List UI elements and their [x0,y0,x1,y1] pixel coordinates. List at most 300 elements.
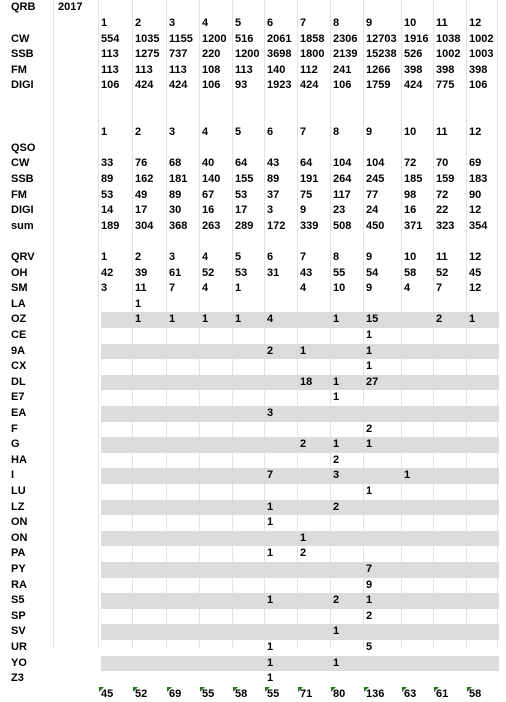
data-cell[interactable]: 11 [436,251,448,263]
data-cell[interactable]: 76 [135,157,148,170]
data-cell[interactable]: 8 [333,126,340,139]
data-cell[interactable]: 1 [333,438,340,451]
row-label[interactable]: UR [11,641,27,653]
sheet-header-row [0,0,506,16]
data-cell[interactable]: 113 [135,63,153,76]
data-cell[interactable]: 7 [300,251,307,263]
data-cell[interactable]: 1 [404,469,411,482]
sheet-row [0,406,506,422]
formula-flag-icon [265,687,270,692]
sheet-row [0,78,506,94]
data-cell[interactable]: 61 [169,266,182,279]
data-cell[interactable]: 12 [469,282,482,295]
data-cell[interactable]: 2 [366,609,373,622]
data-cell[interactable]: 45 [101,687,114,700]
row-label[interactable]: S5 [11,594,25,607]
row-label[interactable]: ON [11,531,28,544]
data-cell[interactable]: 1 [366,360,373,373]
data-cell[interactable]: 12 [469,126,482,139]
data-cell[interactable]: 1 [366,344,373,357]
data-cell[interactable]: 117 [333,188,351,201]
data-cell[interactable]: 42 [101,266,114,279]
data-cell[interactable]: 1 [267,656,274,669]
data-cell[interactable]: 775 [436,79,455,92]
data-cell[interactable]: 339 [300,219,319,232]
data-cell[interactable]: 30 [169,204,182,217]
data-cell[interactable]: 9 [366,578,373,591]
data-cell[interactable]: 245 [366,173,385,185]
data-cell[interactable]: 1 [267,641,274,653]
data-cell[interactable]: 1 [333,656,340,669]
data-cell[interactable]: 11 [436,126,448,139]
data-cell[interactable]: 7 [169,282,176,295]
data-cell[interactable]: 450 [366,219,385,232]
data-cell[interactable]: 263 [202,219,221,232]
data-cell[interactable]: 64 [300,157,313,170]
data-cell[interactable]: 104 [333,157,352,170]
row-label[interactable]: sum [11,219,34,232]
row-label[interactable]: SSB [11,173,34,185]
sheet-row [0,63,506,79]
data-cell[interactable]: 11 [436,17,448,29]
row-label[interactable]: SV [11,625,26,638]
header-year[interactable]: 2017 [58,1,83,13]
row-label[interactable]: PY [11,563,26,575]
row-label[interactable]: DIGI [11,79,34,92]
sheet-row [0,281,506,297]
data-cell[interactable]: 17 [235,204,248,217]
data-cell[interactable]: 508 [333,219,352,232]
data-cell[interactable]: 24 [366,204,379,217]
data-cell[interactable]: 1 [267,516,274,529]
data-cell[interactable]: 1923 [267,79,292,92]
data-cell[interactable]: 2 [436,313,443,326]
data-cell[interactable]: 1 [202,313,209,326]
data-cell[interactable]: 16 [404,204,417,217]
data-cell[interactable]: 9 [366,126,373,139]
row-label[interactable]: SP [11,609,26,622]
data-cell[interactable]: 4 [267,313,274,326]
data-cell[interactable]: 2 [135,126,142,139]
data-cell[interactable]: 15 [366,313,379,326]
data-cell[interactable]: 53 [101,188,114,201]
data-cell[interactable]: 183 [469,173,488,185]
data-cell[interactable]: 5 [235,251,242,263]
data-cell[interactable]: 11 [135,282,147,295]
data-cell[interactable]: 8 [333,251,340,263]
data-cell[interactable]: 10 [333,282,346,295]
data-cell[interactable]: 1002 [436,48,461,61]
data-cell[interactable]: 40 [202,157,215,170]
data-cell[interactable]: 526 [404,48,423,61]
data-cell[interactable]: 1200 [202,32,227,45]
data-cell[interactable]: 1 [333,313,340,326]
data-cell[interactable]: 2 [300,438,307,451]
row-label[interactable]: 9A [11,344,26,357]
data-cell[interactable]: 3 [267,204,274,217]
data-cell[interactable]: 398 [404,63,423,76]
header-label[interactable]: QRB [11,1,36,13]
data-cell[interactable]: 53 [235,266,248,279]
formula-flag-icon [402,687,407,692]
data-cell[interactable]: 52 [436,266,449,279]
data-cell[interactable]: 2 [300,547,307,560]
data-cell[interactable]: 4 [300,282,307,295]
data-cell[interactable]: 1 [366,485,373,497]
row-label[interactable]: Z3 [11,672,24,685]
data-cell[interactable]: 10 [404,126,417,139]
data-cell[interactable]: 106 [202,79,221,92]
data-cell[interactable]: 90 [469,188,482,201]
sheet-row [0,468,506,484]
sheet-row [0,484,506,500]
data-cell[interactable]: 2 [366,422,373,435]
data-cell[interactable]: 424 [404,79,423,92]
data-cell[interactable]: 75 [300,188,313,201]
formula-flag-icon [200,687,205,692]
data-cell[interactable]: 1 [267,672,274,685]
formula-flag-icon [364,687,369,692]
data-cell[interactable]: 7 [436,282,443,295]
data-cell[interactable]: 136 [366,687,385,700]
data-cell[interactable]: 424 [300,79,319,92]
data-cell[interactable]: 398 [436,63,455,76]
data-cell[interactable]: 77 [366,188,379,201]
row-label[interactable]: DL [11,375,26,388]
data-cell[interactable]: 1 [366,329,373,341]
data-cell[interactable]: 15238 [366,48,397,61]
row-highlight-band [101,562,499,578]
data-cell[interactable]: 289 [235,219,254,232]
sheet-row [0,32,506,48]
data-cell[interactable]: 68 [169,157,182,170]
data-cell[interactable]: 2 [267,344,274,357]
sheet-row [0,375,506,391]
data-cell[interactable]: 1 [333,625,340,638]
data-cell[interactable]: 55 [202,687,215,700]
data-cell[interactable]: 3698 [267,48,292,61]
formula-flag-icon [99,687,104,692]
data-cell[interactable]: 12703 [366,32,397,45]
data-cell[interactable]: 1 [135,297,142,310]
data-cell[interactable]: 368 [169,219,188,232]
data-cell[interactable]: 106 [469,79,488,92]
data-cell[interactable]: 162 [135,173,154,185]
data-cell[interactable]: 1 [267,500,274,513]
data-cell[interactable]: 1 [235,282,242,295]
data-cell[interactable]: 7 [267,469,274,482]
data-cell[interactable]: 398 [469,63,488,76]
data-cell[interactable]: 4 [202,282,209,295]
data-cell[interactable]: 113 [101,63,119,76]
data-cell[interactable]: 140 [202,173,221,185]
row-label[interactable]: YO [11,656,27,669]
data-cell[interactable]: 1 [469,313,476,326]
data-cell[interactable]: 4 [404,282,411,295]
data-cell[interactable]: 371 [404,219,423,232]
row-label[interactable]: LZ [11,500,25,513]
data-cell[interactable]: 516 [235,32,254,45]
data-cell[interactable]: 2 [135,17,142,29]
sheet-row [0,453,506,469]
data-cell[interactable]: 5 [235,126,242,139]
data-cell[interactable]: 185 [404,173,423,185]
data-cell[interactable]: 70 [436,157,449,170]
data-cell[interactable]: 27 [366,375,379,388]
data-cell[interactable]: 241 [333,63,352,76]
data-cell[interactable]: 52 [135,687,148,700]
sheet-row [0,234,506,250]
data-cell[interactable]: 7 [300,126,307,139]
data-cell[interactable]: 1759 [366,79,391,92]
data-cell[interactable]: 1800 [300,48,325,61]
data-cell[interactable]: 112 [300,63,318,76]
sheet-row [0,422,506,438]
data-cell[interactable]: 71 [300,687,313,700]
data-cell[interactable]: 9 [366,17,373,29]
sheet-row [0,297,506,313]
data-cell[interactable]: 10 [404,17,417,29]
data-cell[interactable]: 55 [267,687,280,700]
data-cell[interactable]: 12 [469,17,482,29]
data-cell[interactable]: 1038 [436,32,461,45]
data-cell[interactable]: 1 [169,313,176,326]
data-cell[interactable]: 191 [300,173,319,185]
data-cell[interactable]: 43 [267,157,280,170]
data-cell[interactable]: 1 [333,375,340,388]
data-cell[interactable]: 155 [235,173,254,185]
row-label[interactable]: QSO [11,141,36,154]
data-cell[interactable]: 17 [135,204,148,217]
row-label[interactable]: FM [11,63,27,76]
data-cell[interactable]: 4 [202,17,209,29]
data-cell[interactable]: 67 [202,188,215,201]
data-cell[interactable]: 1 [135,313,142,326]
data-cell[interactable]: 9 [300,204,307,217]
data-cell[interactable]: 3 [101,282,108,295]
data-cell[interactable]: 5 [235,17,242,29]
sheet-row [0,546,506,562]
data-cell[interactable]: 3 [169,17,176,29]
data-cell[interactable]: 23 [333,204,346,217]
data-cell[interactable]: 7 [300,17,307,29]
data-cell[interactable]: 4 [202,126,209,139]
data-cell[interactable]: 113 [169,63,187,76]
row-label[interactable]: OZ [11,313,27,326]
row-label[interactable]: QRV [11,251,35,263]
data-cell[interactable]: 3 [333,469,340,482]
data-cell[interactable]: 31 [267,266,280,279]
data-cell[interactable]: 104 [366,157,385,170]
sheet-row [0,16,506,32]
formula-flag-icon [167,687,172,692]
data-cell[interactable]: 54 [366,266,379,279]
data-cell[interactable]: 53 [235,188,248,201]
data-cell[interactable]: 45 [469,266,482,279]
data-cell[interactable]: 1 [101,251,108,263]
data-cell[interactable]: 12 [469,251,482,263]
data-cell[interactable]: 106 [101,79,120,92]
sheet-row [0,328,506,344]
row-label[interactable]: E7 [11,391,25,404]
data-cell[interactable]: 304 [135,219,154,232]
data-cell[interactable]: 55 [333,266,346,279]
data-cell[interactable]: 98 [404,188,417,201]
data-cell[interactable]: 10 [404,251,417,263]
data-cell[interactable]: 33 [101,157,114,170]
data-cell[interactable]: 159 [436,173,455,185]
row-label[interactable]: CW [11,157,30,170]
data-cell[interactable]: 1035 [135,32,160,45]
row-label[interactable]: CW [11,32,30,45]
data-cell[interactable]: 1266 [366,63,391,76]
data-cell[interactable]: 2061 [267,32,292,45]
data-cell[interactable]: 424 [169,79,188,92]
data-cell[interactable]: 1 [101,17,108,29]
data-cell[interactable]: 6 [267,126,274,139]
sheet-row [0,359,506,375]
data-cell[interactable]: 1 [366,438,373,451]
data-cell[interactable]: 1200 [235,48,260,61]
data-cell[interactable]: 1 [235,313,242,326]
sheet-row [0,500,506,516]
data-cell[interactable]: 1 [366,594,373,607]
data-cell[interactable]: 52 [202,266,215,279]
data-cell[interactable]: 106 [333,79,352,92]
data-cell[interactable]: 140 [267,63,286,76]
data-cell[interactable]: 69 [469,157,482,170]
data-cell[interactable]: 4 [202,251,209,263]
row-label[interactable]: CE [11,329,27,341]
sheet-row [0,250,506,266]
sheet-row [0,531,506,547]
data-cell[interactable]: 424 [135,79,154,92]
data-cell[interactable]: 1002 [469,32,494,45]
data-cell[interactable]: 3 [169,126,176,139]
row-label[interactable]: OH [11,266,28,279]
data-cell[interactable]: 93 [235,79,248,92]
row-label[interactable]: CX [11,360,27,373]
data-cell[interactable]: 1 [267,594,274,607]
sheet-row [0,344,506,360]
row-label[interactable]: LA [11,297,26,310]
data-cell[interactable]: 1003 [469,48,494,61]
data-cell[interactable]: 220 [202,48,221,61]
data-cell[interactable]: 69 [169,687,182,700]
data-cell[interactable]: 6 [267,251,274,263]
data-cell[interactable]: 63 [404,687,417,700]
row-highlight-band [101,500,499,516]
data-cell[interactable]: 64 [235,157,248,170]
data-cell[interactable]: 264 [333,173,352,185]
data-cell[interactable]: 8 [333,17,340,29]
data-cell[interactable]: 2 [333,453,340,466]
data-cell[interactable]: 3 [169,251,176,263]
row-label[interactable]: LU [11,485,26,497]
sheet-row [0,312,506,328]
data-cell[interactable]: 1858 [300,32,325,45]
data-cell[interactable]: 1155 [169,32,193,45]
data-cell[interactable]: 16 [202,204,215,217]
formula-flag-icon [467,687,472,692]
row-label[interactable]: ON [11,516,28,529]
data-cell[interactable]: 2 [333,594,340,607]
row-label[interactable]: G [11,438,20,451]
data-cell[interactable]: 9 [366,282,373,295]
data-cell[interactable]: 181 [169,173,188,185]
sheet-row [0,593,506,609]
data-cell[interactable]: 1 [300,344,307,357]
row-label[interactable]: RA [11,578,27,591]
data-cell[interactable]: 61 [436,687,449,700]
data-cell[interactable]: 1916 [404,32,429,45]
row-label[interactable]: F [11,422,18,435]
data-cell[interactable]: 43 [300,266,313,279]
data-cell[interactable]: 323 [436,219,455,232]
data-cell[interactable]: 1 [333,391,340,404]
row-label[interactable]: SSB [11,48,34,61]
data-cell[interactable]: 18 [300,375,313,388]
data-cell[interactable]: 49 [135,188,148,201]
data-cell[interactable]: 58 [469,687,482,700]
row-label[interactable]: SM [11,282,28,295]
data-cell[interactable]: 22 [436,204,449,217]
data-cell[interactable]: 113 [235,63,253,76]
data-cell[interactable]: 2 [333,500,340,513]
data-cell[interactable]: 2139 [333,48,358,61]
row-label[interactable]: EA [11,407,27,419]
data-cell[interactable]: 9 [366,251,373,263]
row-label[interactable]: PA [11,547,26,560]
data-cell[interactable]: 7 [366,563,373,575]
row-label[interactable]: DIGI [11,204,34,217]
data-cell[interactable]: 80 [333,687,346,700]
data-cell[interactable]: 89 [169,188,182,201]
data-cell[interactable]: 113 [101,48,119,61]
data-cell[interactable]: 1275 [135,48,160,61]
data-cell[interactable]: 6 [267,17,274,29]
data-cell[interactable]: 1 [101,126,108,139]
data-cell[interactable]: 58 [404,266,417,279]
data-cell[interactable]: 58 [235,687,248,700]
data-cell[interactable]: 2 [135,251,142,263]
data-cell[interactable]: 737 [169,48,188,61]
data-cell[interactable]: 39 [135,266,148,279]
sheet-row [0,609,506,625]
row-label[interactable]: HA [11,453,27,466]
data-cell[interactable]: 12 [469,204,482,217]
data-cell[interactable]: 37 [267,188,280,201]
data-cell[interactable]: 1 [267,547,274,560]
data-cell[interactable]: 72 [404,157,417,170]
data-cell[interactable]: 2306 [333,32,358,45]
data-cell[interactable]: 72 [436,188,449,201]
data-cell[interactable]: 354 [469,219,488,232]
formula-flag-icon [434,687,439,692]
data-cell[interactable]: 89 [101,173,114,185]
data-cell[interactable]: 89 [267,173,280,185]
data-cell[interactable]: 189 [101,219,120,232]
data-cell[interactable]: 172 [267,219,286,232]
data-cell[interactable]: 3 [267,407,274,419]
data-cell[interactable]: 554 [101,32,120,45]
row-label[interactable]: I [11,469,15,482]
data-cell[interactable]: 5 [366,641,373,653]
data-cell[interactable]: 14 [101,204,114,217]
data-cell[interactable]: 1 [300,531,307,544]
row-label[interactable]: FM [11,188,27,201]
data-cell[interactable]: 108 [202,63,221,76]
